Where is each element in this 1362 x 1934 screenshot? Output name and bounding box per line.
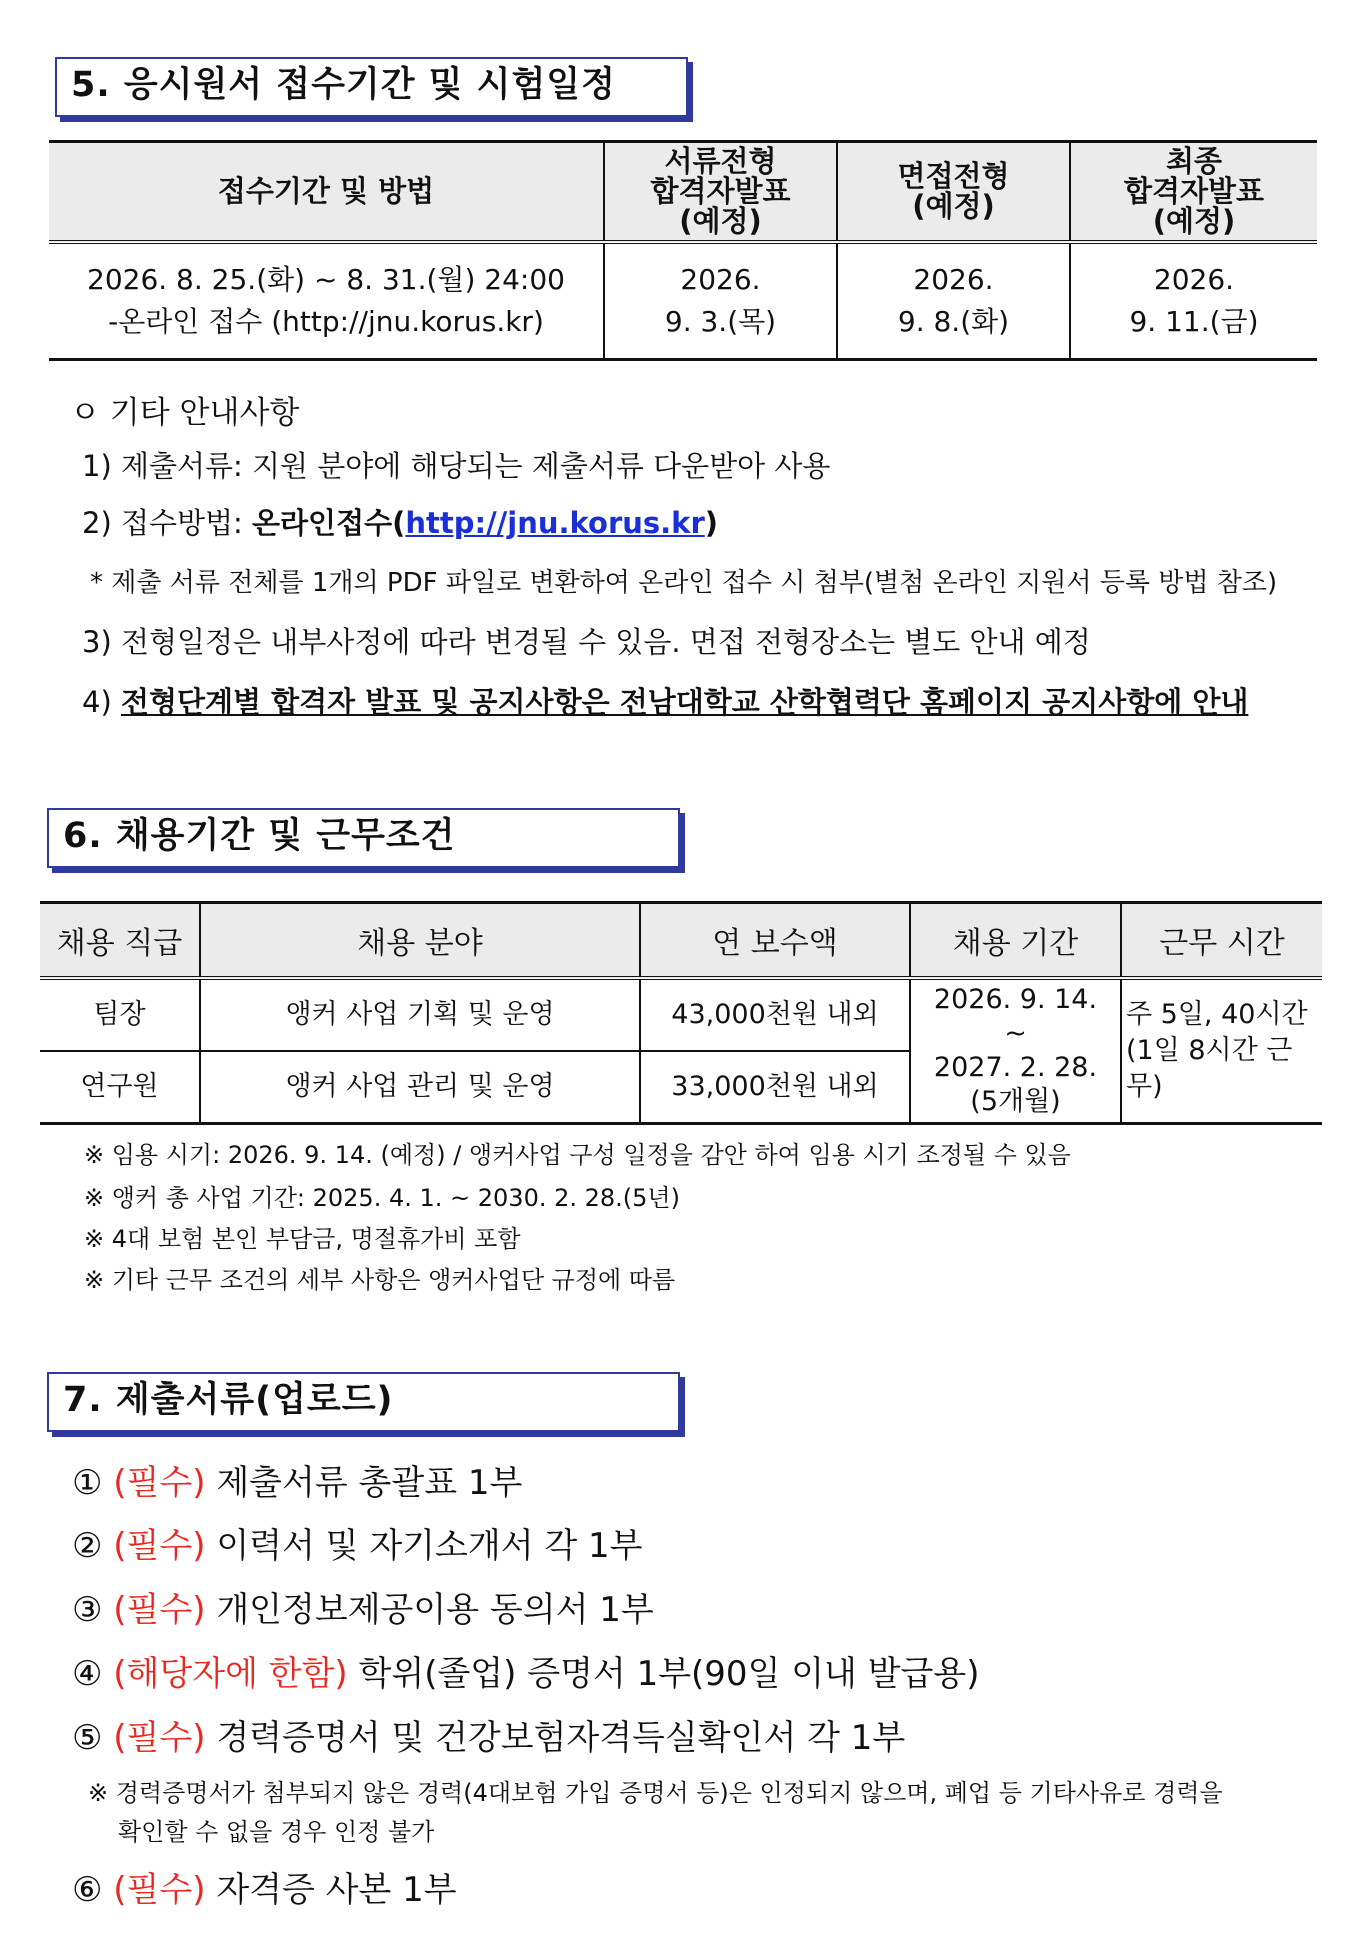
item-text: 경력증명서 및 건강보험자격득실확인서 각 1부 (205, 1718, 906, 1758)
section7-title: 7. 제출서류(업로드) (47, 1372, 680, 1432)
employment-note-4: ※ 기타 근무 조건의 세부 사항은 앵커사업단 규정에 따름 (84, 1266, 676, 1294)
item-tag: (필수) (113, 1718, 206, 1758)
document-item-2 (72, 1518, 642, 1567)
item-tag: (필수) (113, 1463, 206, 1503)
header-apply-period: 접수기간 및 방법 (49, 142, 604, 242)
item-text: 제출서류 총괄표 1부 (205, 1463, 523, 1503)
item-number: ⑥ (72, 1870, 103, 1910)
note-2-method: 온라인접수( (252, 506, 406, 540)
document-item-1 (72, 1455, 522, 1504)
employment-note-1: ※ 임용 시기: 2026. 9. 14. (예정) / 앵커사업 구성 일정을 감안 하여 임용 시기 조정될 수 있음 (84, 1141, 1071, 1169)
section6-title: 6. 채용기간 및 근무조건 (47, 808, 680, 868)
document-item-5 (72, 1710, 905, 1759)
item-tag: (필수) (113, 1870, 206, 1910)
cell-rank-lead: 팀장 (40, 978, 200, 1051)
header-interview: 면접전형 (예정) (837, 142, 1070, 242)
employment-note-2: ※ 앵커 총 사업 기간: 2025. 4. 1. ~ 2030. 2. 28.(5년) (84, 1184, 680, 1212)
item-text: 이력서 및 자기소개서 각 1부 (205, 1526, 643, 1566)
section5-title: 5. 응시원서 접수기간 및 시험일정 (55, 57, 688, 117)
note-4-text: 전형단계별 합격자 발표 및 공지사항은 전남대학교 산학협력단 홈페이지 공지사항에 안내 (120, 685, 1249, 719)
cell-apply-period: 2026. 8. 25.(화) ~ 8. 31.(월) 24:00 -온라인 접수 (http://jnu.korus.kr) (87, 262, 565, 338)
item-number: ③ (72, 1590, 103, 1630)
header-pay: 연 보수액 (640, 903, 910, 978)
cell-interview-date: 2026. 9. 8.(화) (837, 242, 1070, 360)
note-2-suffix: ) (704, 506, 719, 540)
note-2-prefix: 2) 접수방법: (82, 506, 253, 540)
cell-final-result-date: 2026. 9. 11.(금) (1070, 242, 1317, 360)
cell-pay-researcher: 33,000천원 내외 (640, 1051, 910, 1124)
schedule-table (49, 140, 1317, 361)
item-number: ② (72, 1526, 103, 1566)
note-3: 3) 전형일정은 내부사정에 따라 변경될 수 있음. 면접 전형장소는 별도 안내 예정 (82, 625, 1091, 659)
note-star: * 제출 서류 전체를 1개의 PDF 파일로 변환하여 온라인 접수 시 첨부(별첨 온라인 지원서 등록 방법 참조) (90, 568, 1278, 598)
header-field: 채용 분야 (200, 903, 640, 978)
career-note-line-2: 확인할 수 없을 경우 인정 불가 (118, 1818, 435, 1846)
cell-field-researcher: 앵커 사업 관리 및 운영 (200, 1051, 640, 1124)
cell-field-lead: 앵커 사업 기획 및 운영 (200, 978, 640, 1051)
cell-pay-lead: 43,000천원 내외 (640, 978, 910, 1051)
header-period: 채용 기간 (910, 903, 1121, 978)
career-note-line-1: ※ 경력증명서가 첨부되지 않은 경력(4대보험 가입 증명서 등)은 인정되지 않으며, 폐업 등 기타사유로 경력을 (88, 1779, 1223, 1807)
header-hours: 근무 시간 (1121, 903, 1322, 978)
header-rank: 채용 직급 (40, 903, 200, 978)
item-tag: (해당자에 한함) (113, 1654, 348, 1694)
document-item-6 (72, 1862, 457, 1911)
note-4 (82, 680, 1248, 721)
item-number: ④ (72, 1654, 103, 1694)
note-2 (82, 501, 718, 542)
item-number: ⑤ (72, 1718, 103, 1758)
notes-heading: ㅇ 기타 안내사항 (70, 395, 300, 431)
item-tag: (필수) (113, 1526, 206, 1566)
note-1: 1) 제출서류: 지원 분야에 해당되는 제출서류 다운받아 사용 (82, 449, 831, 483)
item-number: ① (72, 1463, 103, 1503)
note-4-prefix: 4) (82, 685, 121, 719)
employment-note-3: ※ 4대 보험 본인 부담금, 명절휴가비 포함 (84, 1225, 521, 1253)
cell-rank-researcher: 연구원 (80, 1070, 159, 1102)
item-tag: (필수) (113, 1590, 206, 1630)
document-item-4 (72, 1646, 980, 1695)
item-text: 개인정보제공이용 동의서 1부 (205, 1590, 654, 1630)
item-text: 자격증 사본 1부 (205, 1870, 457, 1910)
item-text: 학위(졸업) 증명서 1부(90일 이내 발급용) (347, 1654, 980, 1694)
cell-hours: 주 5일, 40시간 (1일 8시간 근무) (1121, 978, 1322, 1124)
cell-document-result-date: 2026. 9. 3.(목) (604, 242, 837, 360)
header-document-result: 서류전형 합격자발표 (예정) (604, 142, 837, 242)
employment-table (40, 901, 1322, 1125)
apply-link[interactable]: http://jnu.korus.kr (405, 506, 705, 540)
cell-period: 2026. 9. 14. ~ 2027. 2. 28. (5개월) (910, 978, 1121, 1124)
document-item-3 (72, 1582, 654, 1631)
header-final-result: 최종 합격자발표 (예정) (1070, 142, 1317, 242)
